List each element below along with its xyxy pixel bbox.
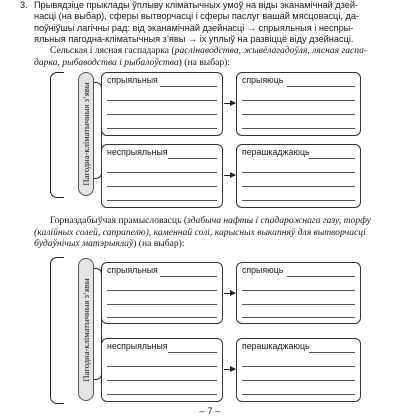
- answer-line[interactable]: [309, 352, 355, 353]
- section1-side-label: Пагодна-кліматычныя з’явы: [78, 72, 94, 196]
- section2-frame: [50, 257, 64, 404]
- answer-line[interactable]: [160, 86, 217, 87]
- answer-line[interactable]: [107, 304, 217, 305]
- card-label: спрыяльныя: [107, 265, 158, 275]
- section1-frame: [50, 72, 64, 198]
- answer-line[interactable]: [107, 366, 217, 367]
- answer-line[interactable]: [107, 200, 217, 201]
- card-label: неспрыяльныя: [107, 147, 168, 157]
- answer-line[interactable]: [242, 200, 355, 201]
- section2-card-favorable[interactable]: [101, 262, 223, 324]
- answer-line[interactable]: [107, 380, 217, 381]
- answer-line[interactable]: [242, 366, 355, 367]
- section1-card-hinders[interactable]: [236, 144, 361, 208]
- answer-line[interactable]: [242, 317, 355, 318]
- section2-arrow-2: [224, 369, 235, 370]
- answer-line[interactable]: [242, 394, 355, 395]
- task-line-3: поўніўшы лагічны рад: від эканамічнай дзейнасці → спрыяльныя і неспры-: [34, 22, 354, 33]
- answer-line[interactable]: [242, 128, 355, 129]
- answer-line[interactable]: [287, 276, 355, 277]
- answer-line[interactable]: [107, 186, 217, 187]
- task-line-1: Прывядзіце прыклады ўплыву кліматычных умоў на віды эканамічнай дзей-: [34, 0, 359, 10]
- answer-line[interactable]: [242, 114, 355, 115]
- section1-card-favorable[interactable]: [101, 72, 223, 136]
- answer-line[interactable]: [107, 114, 217, 115]
- page-number: – 7 –: [199, 406, 221, 417]
- section2-card-hinders[interactable]: [236, 338, 361, 402]
- answer-line[interactable]: [309, 158, 355, 159]
- task-statement: [20, 0, 408, 45]
- answer-line[interactable]: [242, 172, 355, 173]
- section1-heading: [34, 45, 408, 68]
- section1-arrow-1: [224, 103, 235, 104]
- section2-choice-note: ) (на выбар):: [133, 238, 185, 249]
- section1-arrow-2: [224, 175, 235, 176]
- section2-examples-2: (калійных солей, сапрапелю), каменнай солі, карысных выкапняў для вытворчасці: [34, 226, 366, 238]
- answer-line[interactable]: [160, 276, 217, 277]
- card-label: спрыяюць: [242, 75, 284, 85]
- task-line-2: насці (на выбар), сферы вытворчасці і сферы паслуг вашай мясцовасці, да-: [34, 11, 359, 22]
- section2-card-promotes[interactable]: [236, 262, 361, 324]
- section2-card-unfavorable[interactable]: [101, 338, 223, 402]
- task-number: 3.: [20, 0, 28, 10]
- answer-line[interactable]: [107, 128, 217, 129]
- section1-examples-2: дарка, рыбаводства і рыбалоўства: [34, 56, 179, 68]
- card-label: перашкаджаюць: [242, 341, 310, 351]
- card-label: неспрыяльныя: [107, 341, 168, 351]
- card-label: перашкаджаюць: [242, 147, 310, 157]
- answer-line[interactable]: [168, 352, 217, 353]
- answer-line[interactable]: [242, 380, 355, 381]
- section2-examples-1: здабыча нафты і спадарожнага газу, торфу: [187, 215, 371, 226]
- answer-line[interactable]: [242, 304, 355, 305]
- answer-line[interactable]: [242, 290, 355, 291]
- answer-line[interactable]: [107, 290, 217, 291]
- section1-examples-1: раслінаводства, жывёлагадоўля, лясная гаспа-: [174, 45, 368, 56]
- answer-line[interactable]: [242, 100, 355, 101]
- section1-card-unfavorable[interactable]: [101, 144, 223, 208]
- task-line-4: яльныя пагодна-кліматычныя з’явы → іх уплыў на развіццё віду дзейнасці.: [34, 33, 354, 44]
- section1-choice-note: ) (на выбар):: [178, 56, 231, 68]
- answer-line[interactable]: [168, 158, 217, 159]
- section2-side-label: Пагодна-кліматычныя з’явы: [78, 258, 94, 401]
- card-label: спрыяюць: [242, 265, 284, 275]
- answer-line[interactable]: [107, 317, 217, 318]
- section1-title: Сельская і лясная гаспадарка (: [50, 45, 175, 56]
- section2-arrow-1: [224, 293, 235, 294]
- card-label: спрыяльныя: [107, 75, 158, 85]
- answer-line[interactable]: [107, 172, 217, 173]
- section2-examples-3: будаўнічых матэрыялаў: [34, 238, 134, 249]
- section2-heading: [34, 215, 408, 250]
- answer-line[interactable]: [107, 394, 217, 395]
- section2-title: Горназдабыўчая прамысловасць (: [50, 215, 188, 226]
- section1-card-promotes[interactable]: [236, 72, 361, 136]
- answer-line[interactable]: [287, 86, 355, 87]
- answer-line[interactable]: [242, 186, 355, 187]
- answer-line[interactable]: [107, 100, 217, 101]
